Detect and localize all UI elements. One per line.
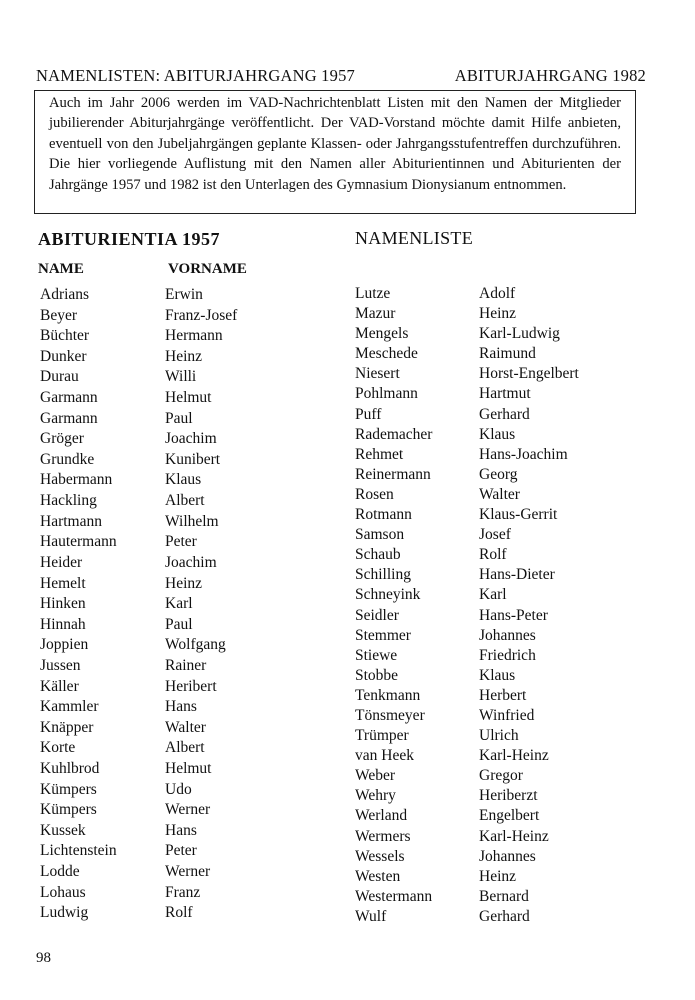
surname: Knäpper bbox=[40, 718, 94, 736]
surname: Jussen bbox=[40, 656, 81, 674]
first-name: Raimund bbox=[479, 345, 536, 363]
list-item bbox=[40, 532, 320, 553]
first-name: Kunibert bbox=[165, 450, 221, 468]
list-item bbox=[355, 304, 655, 324]
first-name: Johannes bbox=[479, 847, 536, 865]
header-left-title: NAMENLISTEN: ABITURJAHRGANG 1957 bbox=[36, 66, 355, 85]
list-item bbox=[355, 344, 655, 364]
section-title: ABITURIENTIA 1957 bbox=[38, 229, 221, 249]
first-name: Hans-Dieter bbox=[479, 566, 555, 584]
list-item bbox=[40, 470, 320, 491]
first-name: Hans-Joachim bbox=[479, 445, 568, 463]
first-name: Klaus bbox=[165, 471, 202, 489]
surname: Garmann bbox=[40, 409, 98, 427]
surname: Rosen bbox=[355, 485, 394, 503]
first-name: Paul bbox=[165, 615, 193, 633]
first-name: Rainer bbox=[165, 656, 207, 674]
list-item bbox=[40, 780, 320, 801]
surname: Trümper bbox=[355, 727, 409, 745]
first-name: Albert bbox=[165, 492, 205, 510]
list-item bbox=[40, 326, 320, 347]
header-right-title: ABITURJAHRGANG 1982 bbox=[454, 66, 646, 85]
list-item bbox=[40, 285, 320, 306]
first-name: Hans bbox=[165, 821, 197, 839]
list-item bbox=[355, 746, 655, 766]
list-item bbox=[355, 766, 655, 786]
surname: Kammler bbox=[40, 698, 99, 716]
first-name: Klaus bbox=[479, 425, 516, 443]
list-item bbox=[40, 594, 320, 615]
list-item bbox=[40, 862, 320, 883]
surname: Beyer bbox=[40, 306, 78, 324]
surname: Rehmet bbox=[355, 445, 404, 463]
surname: Büchter bbox=[40, 327, 90, 345]
first-name: Erwin bbox=[165, 286, 203, 303]
left-name-list bbox=[40, 285, 320, 924]
list-item bbox=[355, 726, 655, 746]
list-item bbox=[40, 512, 320, 533]
column-header-name: NAME bbox=[38, 261, 84, 277]
page-number: 98 bbox=[36, 950, 51, 966]
list-item bbox=[355, 525, 655, 545]
list-item bbox=[355, 907, 655, 927]
list-item bbox=[40, 553, 320, 574]
first-name: Hartmut bbox=[479, 385, 531, 403]
list-item bbox=[355, 827, 655, 847]
first-name: Josef bbox=[479, 526, 511, 544]
list-item bbox=[355, 606, 655, 626]
surname: Wermers bbox=[355, 827, 411, 845]
list-item bbox=[40, 491, 320, 512]
surname: Rotmann bbox=[355, 506, 412, 524]
list-item bbox=[40, 677, 320, 698]
list-item bbox=[40, 821, 320, 842]
first-name: Adolf bbox=[479, 285, 516, 302]
list-item bbox=[355, 786, 655, 806]
first-name: Heinz bbox=[165, 574, 203, 592]
first-name: Helmut bbox=[165, 760, 212, 778]
first-name: Karl-Heinz bbox=[479, 827, 549, 845]
list-item bbox=[355, 324, 655, 344]
list-item bbox=[40, 409, 320, 430]
first-name: Karl bbox=[165, 595, 193, 613]
list-item bbox=[40, 347, 320, 368]
surname: Westermann bbox=[355, 887, 433, 905]
list-item bbox=[355, 545, 655, 565]
surname: Tönsmeyer bbox=[355, 706, 425, 724]
first-name: Peter bbox=[165, 842, 197, 860]
first-name: Rolf bbox=[165, 904, 193, 922]
list-item bbox=[40, 697, 320, 718]
surname: Westen bbox=[355, 867, 401, 885]
surname: Hartmann bbox=[40, 512, 102, 530]
first-name: Heriberzt bbox=[479, 787, 538, 805]
surname: Samson bbox=[355, 526, 405, 544]
surname: Heider bbox=[40, 553, 83, 571]
first-name: Albert bbox=[165, 739, 205, 757]
surname: Hinnah bbox=[40, 615, 86, 633]
surname: Mengels bbox=[355, 325, 409, 343]
first-name: Wilhelm bbox=[165, 512, 219, 530]
first-name: Johannes bbox=[479, 626, 536, 644]
surname: Lutze bbox=[355, 285, 391, 302]
surname: Habermann bbox=[40, 471, 113, 489]
surname: Schilling bbox=[355, 566, 411, 584]
first-name: Hans bbox=[165, 698, 197, 716]
surname: Korte bbox=[40, 739, 76, 757]
surname: Kuhlbrod bbox=[40, 760, 100, 778]
list-item bbox=[40, 656, 320, 677]
first-name: Heinz bbox=[479, 305, 517, 323]
surname: Lodde bbox=[40, 863, 80, 881]
surname: Kussek bbox=[40, 821, 86, 839]
surname: Adrians bbox=[40, 286, 90, 303]
list-item bbox=[40, 841, 320, 862]
surname: Wehry bbox=[355, 787, 396, 805]
first-name: Walter bbox=[479, 485, 520, 503]
first-name: Heribert bbox=[165, 677, 217, 695]
surname: Joppien bbox=[40, 636, 89, 654]
list-item bbox=[40, 738, 320, 759]
list-item bbox=[355, 867, 655, 887]
first-name: Engelbert bbox=[479, 807, 540, 825]
first-name: Rolf bbox=[479, 546, 507, 564]
list-item bbox=[355, 706, 655, 726]
surname: Stemmer bbox=[355, 626, 411, 644]
list-item bbox=[355, 505, 655, 525]
surname: Lichtenstein bbox=[40, 842, 117, 860]
surname: Reinermann bbox=[355, 465, 431, 483]
surname: Kümpers bbox=[40, 801, 97, 819]
list-item bbox=[355, 465, 655, 485]
list-item bbox=[40, 367, 320, 388]
surname: Werland bbox=[355, 807, 408, 825]
list-item bbox=[355, 425, 655, 445]
first-name: Willi bbox=[165, 368, 197, 386]
surname: Dunker bbox=[40, 347, 87, 365]
first-name: Bernard bbox=[479, 887, 529, 905]
list-item bbox=[355, 384, 655, 404]
surname: Meschede bbox=[355, 345, 418, 363]
list-item bbox=[355, 405, 655, 425]
surname: Stiewe bbox=[355, 646, 398, 664]
first-name: Helmut bbox=[165, 389, 212, 407]
first-name: Gerhard bbox=[479, 405, 530, 423]
intro-text-box: Auch im Jahr 2006 werden im VAD-Nachrichtenblatt Listen mit den Namen der Mitglieder jubilierender Abiturjahrgänge veröffentlicht. Der VAD-Vorstand möchte damit Hilfe anbieten, eventuell von den Jubeljahrgängen geplante Klassen- oder Jahrgangsstufentreffen durchzuführen. Die hier vorliegende Auflistung mit den Namen aller Abiturientinnen und Abiturienten der Jahrgänge 1957 und 1982 ist den Unterlagen des Gymnasium Dionysianum entnommen. bbox=[34, 90, 636, 214]
surname: Hautermann bbox=[40, 533, 117, 551]
surname: Schneyink bbox=[355, 586, 421, 604]
first-name: Paul bbox=[165, 409, 193, 427]
first-name: Herbert bbox=[479, 686, 527, 704]
first-name: Karl bbox=[479, 586, 507, 604]
first-name: Gerhard bbox=[479, 907, 530, 925]
surname: Gröger bbox=[40, 430, 84, 448]
list-item bbox=[355, 887, 655, 907]
first-name: Udo bbox=[165, 780, 192, 798]
first-name: Heinz bbox=[165, 347, 203, 365]
first-name: Gregor bbox=[479, 767, 523, 785]
first-name: Horst-Engelbert bbox=[479, 365, 579, 383]
list-item bbox=[40, 759, 320, 780]
surname: Seidler bbox=[355, 606, 399, 624]
first-name: Franz-Josef bbox=[165, 306, 238, 324]
surname: Pohlmann bbox=[355, 385, 418, 403]
first-name: Friedrich bbox=[479, 646, 536, 664]
first-name: Hans-Peter bbox=[479, 606, 548, 624]
surname: Hinken bbox=[40, 595, 86, 613]
list-item bbox=[355, 585, 655, 605]
surname: Mazur bbox=[355, 305, 396, 323]
surname: Durau bbox=[40, 368, 79, 386]
list-item bbox=[355, 485, 655, 505]
first-name: Franz bbox=[165, 883, 201, 901]
surname: Hackling bbox=[40, 492, 97, 510]
first-name: Peter bbox=[165, 533, 197, 551]
first-name: Karl-Heinz bbox=[479, 747, 549, 765]
list-item bbox=[40, 800, 320, 821]
first-name: Ulrich bbox=[479, 727, 519, 745]
first-name: Wolfgang bbox=[165, 636, 226, 654]
list-item bbox=[355, 364, 655, 384]
list-item bbox=[40, 306, 320, 327]
list-item bbox=[355, 445, 655, 465]
first-name: Werner bbox=[165, 801, 211, 819]
surname: Hemelt bbox=[40, 574, 86, 592]
list-item bbox=[40, 718, 320, 739]
first-name: Werner bbox=[165, 863, 211, 881]
list-item bbox=[355, 666, 655, 686]
first-name: Walter bbox=[165, 718, 206, 736]
first-name: Karl-Ludwig bbox=[479, 325, 560, 343]
right-name-list bbox=[355, 284, 655, 927]
list-item bbox=[40, 429, 320, 450]
surname: Grundke bbox=[40, 450, 95, 468]
surname: Wessels bbox=[355, 847, 405, 865]
surname: Käller bbox=[40, 677, 79, 695]
first-name: Winfried bbox=[479, 706, 535, 724]
surname: Niesert bbox=[355, 365, 400, 383]
surname: van Heek bbox=[355, 747, 414, 765]
list-item bbox=[355, 806, 655, 826]
list-item bbox=[40, 574, 320, 595]
list-item bbox=[40, 883, 320, 904]
first-name: Klaus-Gerrit bbox=[479, 506, 558, 524]
first-name: Joachim bbox=[165, 553, 217, 571]
surname: Garmann bbox=[40, 389, 98, 407]
surname: Rademacher bbox=[355, 425, 433, 443]
list-item bbox=[40, 388, 320, 409]
list-item bbox=[355, 847, 655, 867]
list-item bbox=[40, 450, 320, 471]
surname: Wulf bbox=[355, 907, 387, 925]
list-item bbox=[40, 635, 320, 656]
surname: Schaub bbox=[355, 546, 401, 564]
surname: Puff bbox=[355, 405, 382, 423]
list-item bbox=[355, 565, 655, 585]
first-name: Georg bbox=[479, 465, 518, 483]
surname: Stobbe bbox=[355, 666, 399, 684]
page-header bbox=[36, 66, 646, 86]
surname: Kümpers bbox=[40, 780, 97, 798]
list-item bbox=[40, 903, 320, 924]
column-header-vorname: VORNAME bbox=[168, 261, 247, 277]
list-item bbox=[355, 686, 655, 706]
first-name: Heinz bbox=[479, 867, 517, 885]
list-item bbox=[355, 646, 655, 666]
surname: Tenkmann bbox=[355, 686, 421, 704]
list-item bbox=[40, 615, 320, 636]
section-subtitle: NAMENLISTE bbox=[355, 228, 473, 248]
first-name: Klaus bbox=[479, 666, 516, 684]
surname: Ludwig bbox=[40, 904, 89, 922]
surname: Weber bbox=[355, 767, 396, 785]
list-item bbox=[355, 626, 655, 646]
list-item bbox=[355, 284, 655, 304]
surname: Lohaus bbox=[40, 883, 86, 901]
first-name: Joachim bbox=[165, 430, 217, 448]
first-name: Hermann bbox=[165, 327, 223, 345]
